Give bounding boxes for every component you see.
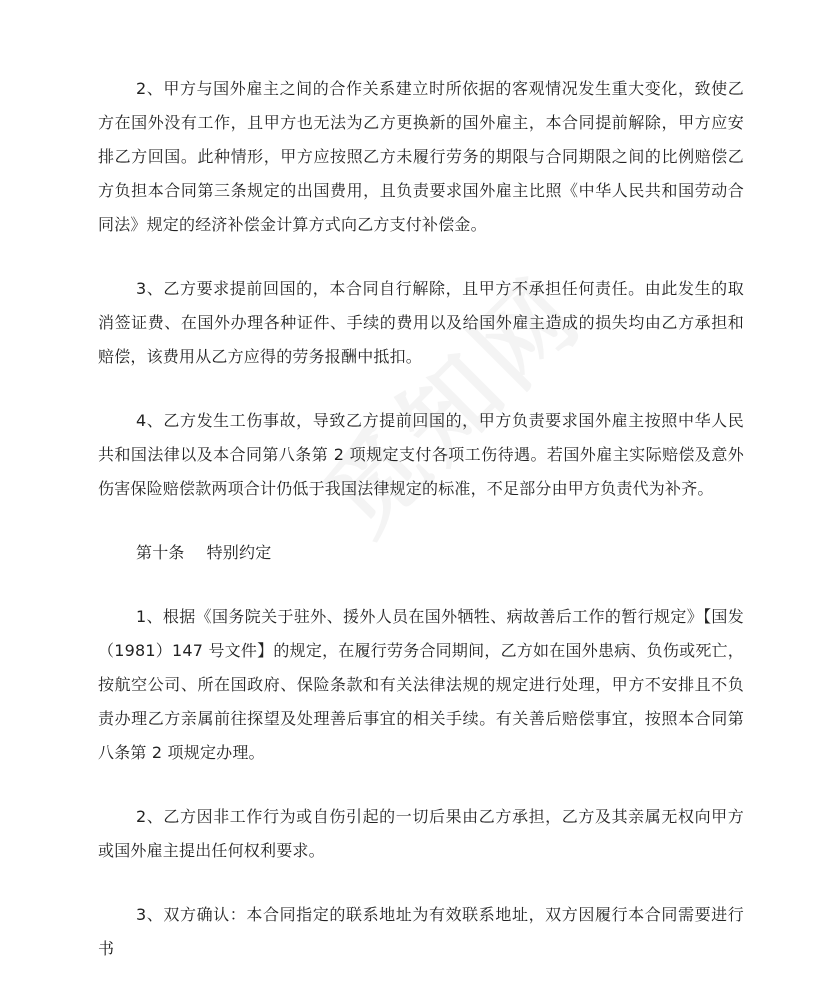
paragraph-special-1: 1、根据《国务院关于驻外、援外人员在国外牺牲、病故善后工作的暂行规定》【国发（1981）147 号文件】的规定，在履行劳务合同期间，乙方如在国外患病、负伤或死亡，按航空公司、所在国政府、保险条款和有关法律法规的规定进行处理，甲方不安排且不负责办理乙方亲属前往探望及处理善后事宜的相关手续。有关善后赔偿事宜，按照本合同第八条第 2 项规定办理。 <box>98 607 744 762</box>
section-number: 第十条 <box>136 543 185 562</box>
paragraph-special-3: 3、双方确认：本合同指定的联系地址为有效联系地址，双方因履行本合同需要进行书 <box>98 905 744 958</box>
paragraph-special-2: 2、乙方因非工作行为或自伤引起的一切后果由乙方承担，乙方及其亲属无权向甲方或国外雇主提出任何权利要求。 <box>98 807 744 860</box>
paragraph-clause-2: 2、甲方与国外雇主之间的合作关系建立时所依据的客观情况发生重大变化，致使乙方在国外没有工作，且甲方也无法为乙方更换新的国外雇主，本合同提前解除，甲方应安排乙方回国。此种情形，甲方应按照乙方未履行劳务的期限与合同期限之间的比例赔偿乙方负担本合同第三条规定的出国费用，且负责要求国外雇主比照《中华人民共和国劳动合同法》规定的经济补偿金计算方式向乙方支付补偿金。 <box>98 79 744 234</box>
document-body <box>98 72 744 996</box>
section-title: 特别约定 <box>206 543 272 562</box>
section-heading <box>98 536 744 570</box>
paragraph-clause-4: 4、乙方发生工伤事故，导致乙方提前回国的，甲方负责要求国外雇主按照中华人民共和国法律以及本合同第八条第 2 项规定支付各项工伤待遇。若国外雇主实际赔偿及意外伤害保险赔偿款两项合计仍低于我国法律规定的标准，不足部分由甲方负责代为补齐。 <box>98 411 744 498</box>
paragraph-clause-3: 3、乙方要求提前回国的，本合同自行解除，且甲方不承担任何责任。由此发生的取消签证费、在国外办理各种证件、手续的费用以及给国外雇主造成的损失均由乙方承担和赔偿，该费用从乙方应得的劳务报酬中抵扣。 <box>98 279 744 366</box>
